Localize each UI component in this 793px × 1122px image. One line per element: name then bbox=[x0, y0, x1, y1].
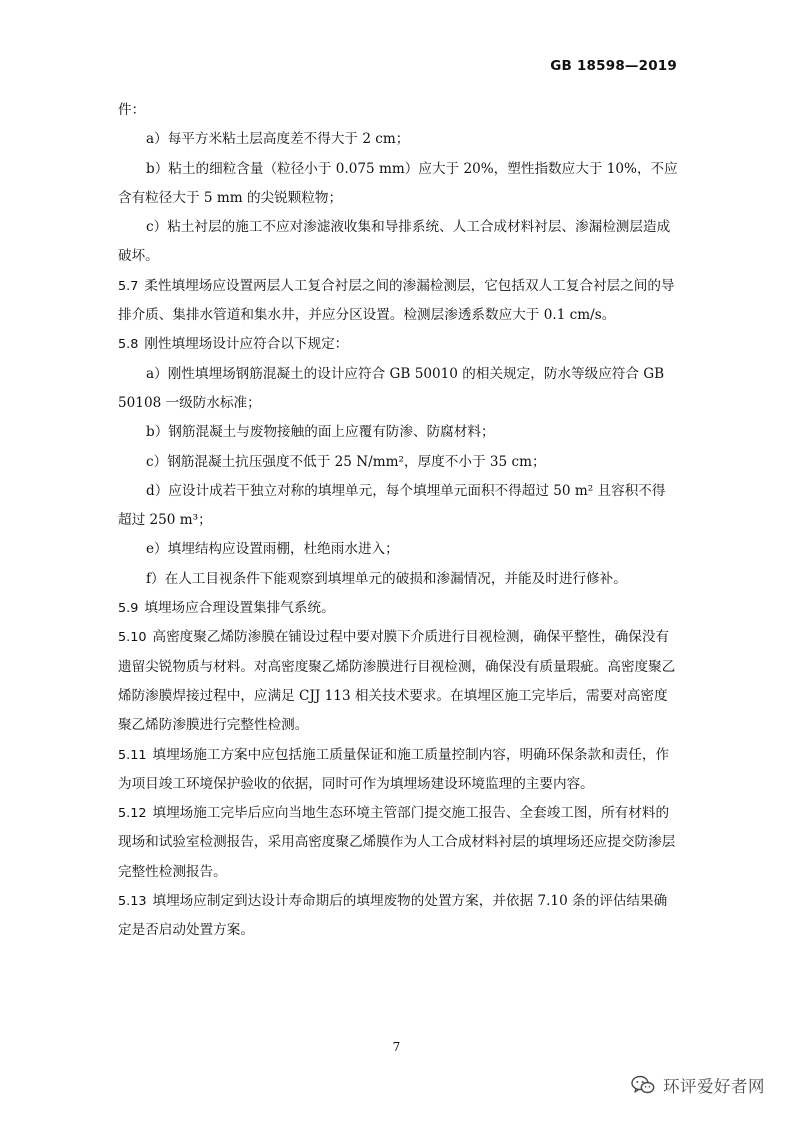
document-body bbox=[118, 96, 678, 946]
watermark bbox=[631, 1073, 765, 1097]
clause-5-9 bbox=[118, 594, 678, 623]
list-item-5-8-b: b）钢筋混凝土与废物接触的面上应覆有防渗、防腐材料； bbox=[146, 424, 495, 441]
wechat-icon bbox=[631, 1075, 655, 1095]
paragraph-continuation: 件： bbox=[118, 102, 146, 118]
clause-5-11 bbox=[118, 741, 678, 800]
clause-number: 5.9 bbox=[118, 601, 139, 617]
list-item-5-8-a: a）刚性填埋场钢筋混凝土的设计应符合 GB 50010 的相关规定，防水等级应符合 GB 50108 一级防水标准； bbox=[118, 365, 665, 411]
clause-5-13 bbox=[118, 887, 678, 946]
clause-5-8 bbox=[118, 330, 678, 359]
clause-number: 5.8 bbox=[118, 337, 139, 353]
standard-code-header: GB 18598—2019 bbox=[550, 58, 677, 74]
clause-text: 填埋场应合理设置集排气系统。 bbox=[144, 600, 335, 617]
list-item-5-8-d: d）应设计成若干独立对称的填埋单元，每个填埋单元面积不得超过 50 m² 且容积不得超过 250 m³； bbox=[118, 482, 666, 529]
clause-text: 柔性填埋场应设置两层人工复合衬层之间的渗漏检测层，它包括双人工复合衬层之间的导排介质、集排水管道和集水井，并应分区设置。检测层渗透系数应大于 0.1 cm/s。 bbox=[118, 277, 675, 324]
clause-number: 5.13 bbox=[118, 894, 147, 910]
clause-text: 填埋场应制定到达设计寿命期后的填埋废物的处置方案，并依据 7.10 条的评估结果确定是否启动处置方案。 bbox=[118, 893, 668, 939]
clause-5-10 bbox=[118, 623, 678, 740]
list-item-a: a）每平方米粘土层高度差不得大于 2 cm； bbox=[146, 131, 410, 148]
list-item-5-8-f: f）在人工目视条件下能观察到填埋单元的破损和渗漏情况，并能及时进行修补。 bbox=[146, 570, 627, 587]
clause-number: 5.10 bbox=[118, 630, 147, 646]
clause-text: 刚性填埋场设计应符合以下规定： bbox=[144, 336, 349, 353]
clause-number: 5.7 bbox=[118, 278, 139, 294]
watermark-text: 环评爱好者网 bbox=[663, 1077, 765, 1096]
clause-text: 填埋场施工完毕后应向当地生态环境主管部门提交施工报告、全套竣工图，所有材料的现场和试验室检测报告，采用高密度聚乙烯膜作为人工合成材料衬层的填埋场还应提交防渗层完整性检测报告。 bbox=[118, 805, 676, 880]
clause-number: 5.11 bbox=[118, 747, 147, 763]
clause-text: 填埋场施工方案中应包括施工质量保证和施工质量控制内容，明确环保条款和责任，作为项目竣工环境保护验收的依据，同时可作为填埋场建设环境监理的主要内容。 bbox=[118, 746, 670, 792]
page-number: 7 bbox=[392, 1040, 401, 1054]
list-item-5-8-e: e）填埋结构应设置雨棚，杜绝雨水进入； bbox=[146, 541, 399, 558]
list-item-c: c）粘土衬层的施工不应对渗滤液收集和导排系统、人工合成材料衬层、渗漏检测层造成破坏。 bbox=[118, 219, 671, 265]
clause-5-12 bbox=[118, 799, 678, 887]
clause-5-7 bbox=[118, 272, 678, 331]
clause-text: 高密度聚乙烯防渗膜在铺设过程中要对膜下介质进行目视检测，确保平整性，确保没有遗留尖锐物质与材料。对高密度聚乙烯防渗膜进行目视检测，确保没有质量瑕疵。高密度聚乙烯防渗膜焊接过程中，应满足 CJJ 113 相关技术要求。在填埋区施工完毕后，需要对高密度聚乙烯防渗膜进行完整性检测。 bbox=[118, 629, 676, 734]
list-item-b: b）粘土的细粒含量（粒径小于 0.075 mm）应大于 20%，塑性指数应大于 10%，不应含有粒径大于 5 mm 的尖锐颗粒物； bbox=[118, 160, 678, 206]
list-item-5-8-c: c）钢筋混凝土抗压强度不低于 25 N/mm²，厚度不小于 35 cm； bbox=[146, 453, 546, 470]
clause-number: 5.12 bbox=[118, 806, 147, 822]
